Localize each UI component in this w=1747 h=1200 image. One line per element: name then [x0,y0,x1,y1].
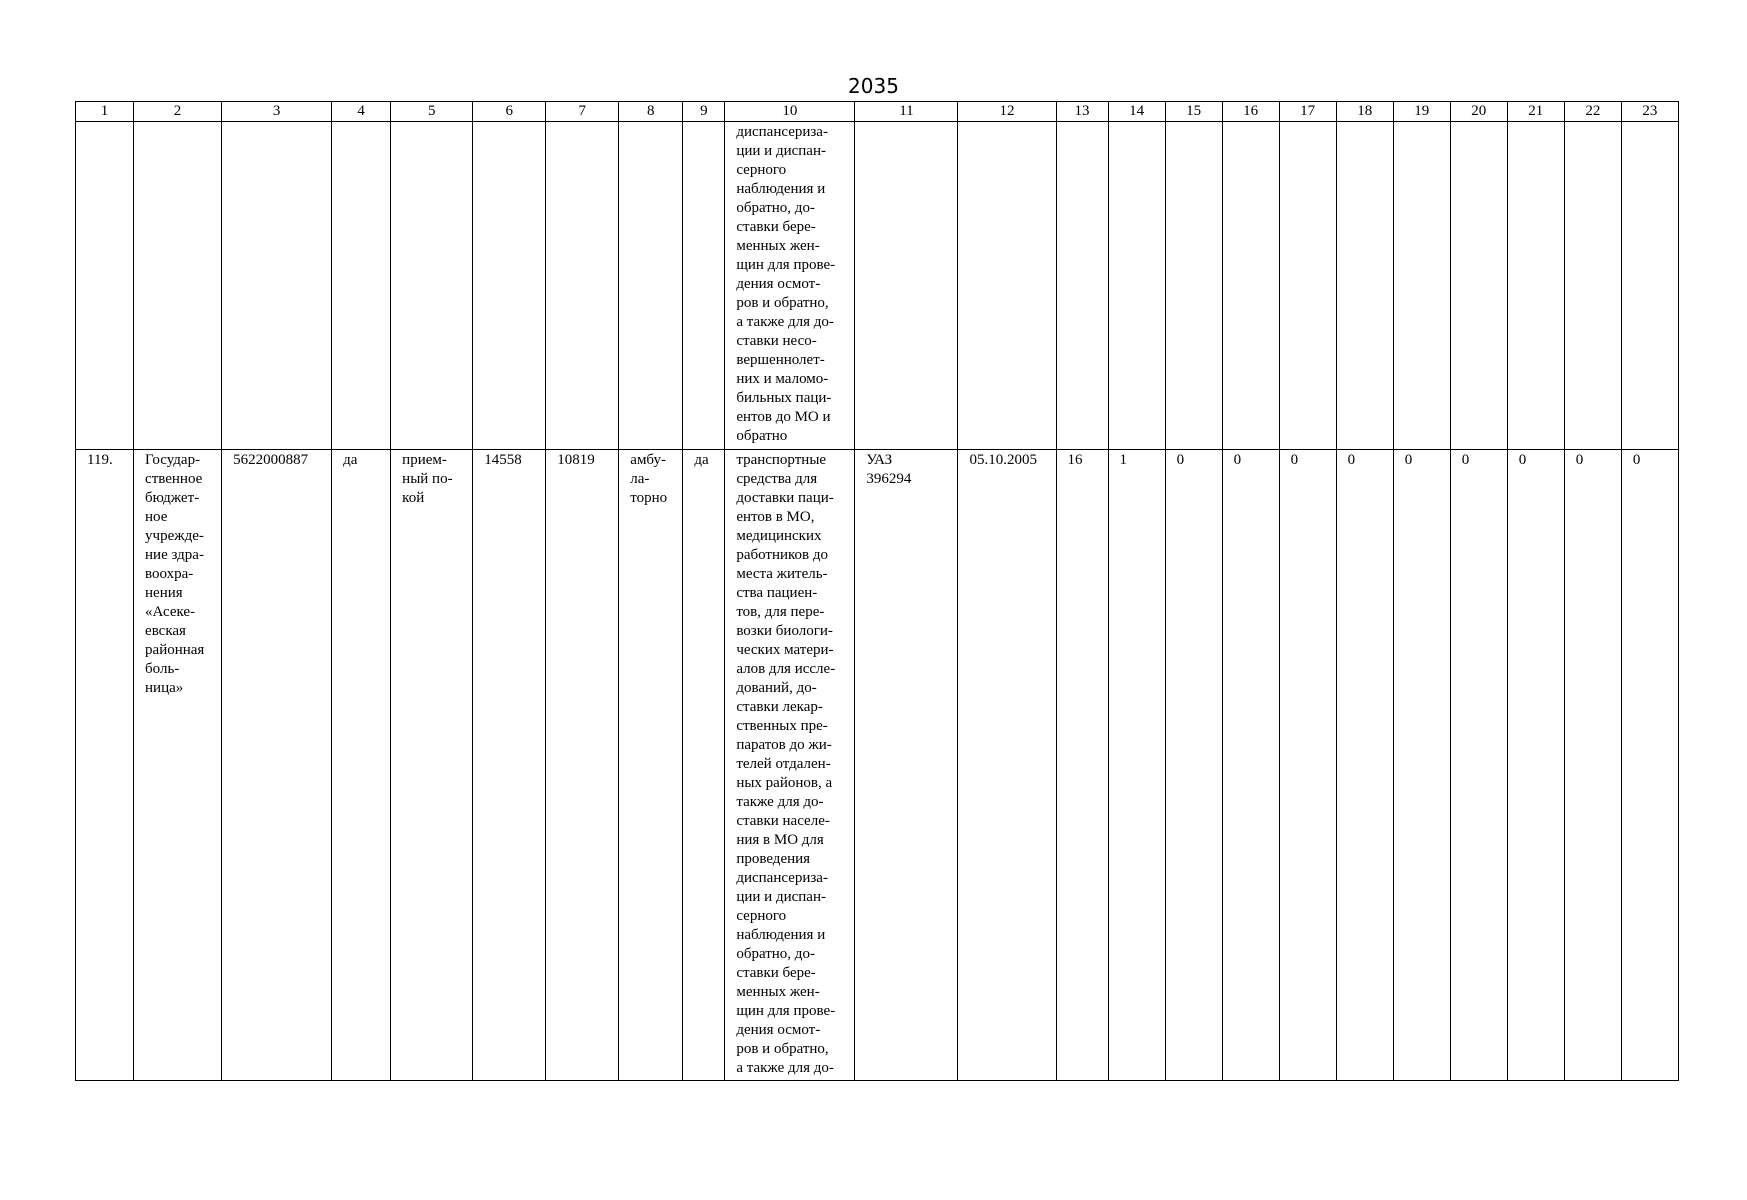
column-number: 10 [725,102,855,122]
cell-col-16: 0 [1222,450,1279,1081]
cell-row-number [76,122,134,450]
column-number: 6 [473,102,546,122]
cell-col-14: 1 [1108,450,1165,1081]
cell-vehicle-model [855,122,958,450]
cell-col-4: да [332,450,391,1081]
cell-col-18: 0 [1336,450,1393,1081]
cell-inn [222,122,332,450]
column-number: 18 [1336,102,1393,122]
column-number-row [76,102,1679,122]
column-number: 23 [1621,102,1678,122]
cell-col-9: да [683,450,725,1081]
cell-col-21 [1507,122,1564,450]
cell-organization: Государ- ственное бюджет- ное учрежде- ние здра- воохра- нения «Асеке- евская районная боль- ница» [134,450,222,1081]
cell-organization [134,122,222,450]
cell-care-type [619,122,683,450]
cell-purpose: транспортные средства для доставки паци- ентов в МО, медицинских работников до места житель- ства пациен- тов, для пере- возки биологи- ческих матери- алов для иссле- дований, до- ставки лекар- ственных пре- паратов до жи- телей отдален- ных районов, а также для до- ставки населе- ния в МО для проведения диспансериза- ции и диспан- серного наблюдения и обратно, до- ставки бере- менных жен- щин для прове- дения осмот- ров и обратно, а также для до- [725,450,855,1081]
column-number: 15 [1165,102,1222,122]
cell-care-type: амбу- ла- торно [619,450,683,1081]
cell-col-23 [1621,122,1678,450]
column-number: 21 [1507,102,1564,122]
page-number: 2035 [848,74,899,98]
column-number: 1 [76,102,134,122]
column-number: 14 [1108,102,1165,122]
cell-date [958,122,1056,450]
cell-row-number: 119. [76,450,134,1081]
cell-col-17: 0 [1279,450,1336,1081]
cell-col-23: 0 [1621,450,1678,1081]
cell-col-15: 0 [1165,450,1222,1081]
cell-col-16 [1222,122,1279,450]
column-number: 13 [1056,102,1108,122]
column-number: 17 [1279,102,1336,122]
column-number: 19 [1393,102,1450,122]
cell-col-14 [1108,122,1165,450]
cell-col-6 [473,122,546,450]
cell-col-4 [332,122,391,450]
cell-col-22 [1564,122,1621,450]
cell-vehicle-model: УАЗ 396294 [855,450,958,1081]
cell-department: прием- ный по- кой [391,450,473,1081]
cell-department [391,122,473,450]
column-number: 4 [332,102,391,122]
cell-col-19: 0 [1393,450,1450,1081]
cell-col-22: 0 [1564,450,1621,1081]
column-number: 16 [1222,102,1279,122]
cell-col-17 [1279,122,1336,450]
cell-col-13: 16 [1056,450,1108,1081]
column-number: 2 [134,102,222,122]
cell-col-13 [1056,122,1108,450]
cell-col-19 [1393,122,1450,450]
cell-col-18 [1336,122,1393,450]
column-number: 20 [1450,102,1507,122]
cell-col-20 [1450,122,1507,450]
column-number: 12 [958,102,1056,122]
cell-col-21: 0 [1507,450,1564,1081]
column-number: 8 [619,102,683,122]
column-number: 22 [1564,102,1621,122]
column-number: 5 [391,102,473,122]
table-row-continuation [76,122,1679,450]
cell-col-15 [1165,122,1222,450]
cell-col-7 [546,122,619,450]
column-number: 11 [855,102,958,122]
cell-purpose: диспансериза- ции и диспан- серного наблюдения и обратно, до- ставки бере- менных жен- щин для прове- дения осмот- ров и обратно, а также для до- ставки несо- вершеннолет- них и маломо- бильных паци- ентов до МО и обратно [725,122,855,450]
column-number: 9 [683,102,725,122]
cell-col-7: 10819 [546,450,619,1081]
cell-col-20: 0 [1450,450,1507,1081]
cell-inn: 5622000887 [222,450,332,1081]
cell-date: 05.10.2005 [958,450,1056,1081]
cell-col-9 [683,122,725,450]
cell-col-6: 14558 [473,450,546,1081]
column-number: 7 [546,102,619,122]
register-table [75,101,1679,1081]
table-row [76,450,1679,1081]
column-number: 3 [222,102,332,122]
